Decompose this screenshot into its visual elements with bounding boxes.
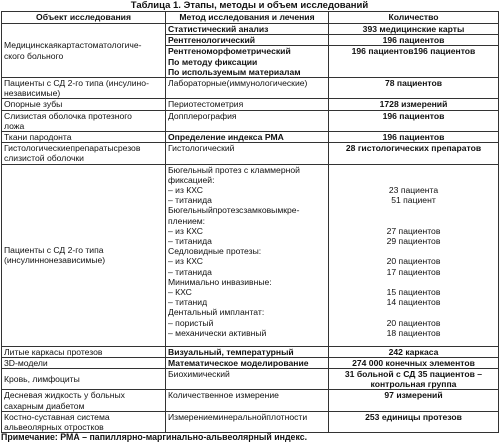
object-text: альвеолярных отростков (4, 422, 104, 433)
object-text: Литые каркасы протезов (4, 346, 103, 357)
object-text: (инсулиннонезависимые) (4, 255, 106, 266)
table-row (2, 110, 499, 131)
quantity-cell (329, 78, 499, 99)
table-row (2, 390, 499, 411)
method-text: Бюгельныйпротезсзамковымкре- (168, 205, 300, 216)
method-text: – из КХС (168, 225, 203, 236)
method-text: Визуальный, температурный (168, 346, 294, 357)
method-text: фиксацией: (168, 174, 215, 185)
quantity-cell (329, 46, 499, 78)
object-cell (2, 78, 166, 99)
method-cell (166, 78, 329, 99)
method-text: – КХС (168, 287, 192, 298)
research-table (1, 11, 499, 433)
quantity-cell (329, 390, 499, 411)
table-note: Примечание: РМА – папиллярно-маргинально-альвеолярный индекс. (1, 432, 308, 442)
method-text: Измерениеминеральнойплотности (168, 411, 308, 422)
quantity-text: 28 гистологических препаратов (345, 143, 482, 154)
method-text: – титанид (168, 297, 208, 308)
object-text: 3D-модели (4, 357, 48, 368)
object-cell (2, 390, 166, 411)
method-cell (166, 390, 329, 411)
object-text: независимые) (4, 88, 61, 99)
quantity-text: 23 пациента (388, 185, 439, 196)
quantity-cell (329, 143, 499, 164)
header-quantity: Количество (329, 12, 499, 24)
quantity-cell (329, 99, 499, 110)
method-text: – из КХС (168, 185, 203, 196)
method-text: Гистологический (168, 143, 235, 154)
object-text: Слизистая оболочка протезного (4, 110, 132, 121)
object-text: ского больного (4, 50, 64, 61)
method-cell (166, 24, 329, 35)
table-row (2, 99, 499, 110)
quantity-text (331, 246, 496, 256)
quantity-text: 97 измерений (384, 390, 443, 401)
method-text: – титанида (168, 236, 212, 247)
object-text: Ткани пародонта (4, 132, 72, 143)
method-cell (166, 132, 329, 143)
header-row (2, 12, 499, 24)
quantity-cell (329, 411, 499, 432)
method-text: По методу фиксации (168, 56, 258, 67)
method-text: Рентгенологический (168, 35, 256, 46)
quantity-text: 242 каркаса (388, 346, 439, 357)
table-row (2, 357, 499, 368)
method-text: По используемым материалам (168, 66, 301, 77)
table-row (2, 24, 499, 35)
quantity-text (331, 277, 496, 287)
object-cell (2, 110, 166, 131)
object-text: слизистой оболочки (4, 153, 84, 164)
object-text: Пациенты с СД 2-го типа (4, 244, 104, 255)
table-row (2, 78, 499, 99)
object-cell (2, 24, 166, 78)
method-cell (166, 357, 329, 368)
object-cell (2, 346, 166, 357)
quantity-text: 20 пациентов (386, 317, 441, 328)
table-row (2, 369, 499, 390)
object-cell (2, 411, 166, 432)
method-text: Периотестометрия (168, 99, 244, 110)
quantity-text: 31 больной с СД 35 пациентов – (344, 369, 483, 380)
quantity-text (331, 307, 496, 317)
quantity-text: 20 пациентов (386, 256, 441, 267)
object-text: ложа (4, 120, 25, 131)
header-method: Метод исследования и лечения (166, 12, 329, 24)
table-row (2, 346, 499, 357)
object-text: Костно-суставная система (4, 411, 110, 422)
quantity-text: 17 пациентов (386, 266, 441, 277)
method-text: плением: (168, 215, 206, 226)
quantity-cell (329, 35, 499, 46)
quantity-text: 78 пациентов (384, 78, 443, 89)
method-cell (166, 369, 329, 390)
quantity-text: 196 пациентов196 пациентов (351, 46, 476, 57)
object-cell (2, 357, 166, 368)
method-text: Статистический анализ (168, 24, 269, 34)
quantity-text: 14 пациентов (386, 297, 441, 308)
method-text: Бюгельный протез с кламмерной (168, 164, 300, 175)
quantity-cell (329, 369, 499, 390)
quantity-text (331, 205, 496, 215)
method-text: Лабораторные(иммунологические) (168, 78, 308, 89)
object-text: сахарным диабетом (4, 400, 85, 411)
object-text: Десневая жидкость у больных (4, 390, 125, 401)
quantity-text: 196 пациентов (382, 110, 445, 121)
object-text: Кровь, лимфоциты (4, 374, 80, 385)
quantity-text: контрольная группа (370, 379, 457, 390)
object-text: Опорные зубы (4, 99, 63, 110)
object-cell (2, 132, 166, 143)
method-text: – из КХС (168, 256, 203, 267)
table-body (2, 24, 499, 433)
method-text: Дентальный имплантат: (168, 307, 265, 318)
quantity-text: 15 пациентов (386, 287, 441, 298)
table-row (2, 411, 499, 432)
method-text: Биохимический (168, 369, 230, 380)
quantity-text: 29 пациентов (386, 236, 441, 247)
object-cell (2, 164, 166, 346)
object-text: Медицинскаякартастоматологиче- (4, 40, 142, 51)
method-text: Математическое моделирование (168, 357, 309, 368)
method-text: Седловидные протезы: (168, 246, 262, 257)
quantity-text: 18 пациентов (386, 327, 441, 338)
quantity-text (331, 216, 496, 226)
method-cell (166, 164, 329, 346)
method-text: – титанида (168, 266, 212, 277)
quantity-text: 274 000 конечных элементов (352, 357, 475, 368)
quantity-text: 393 медицинские карты (362, 24, 465, 34)
table-row (2, 164, 499, 346)
method-cell (166, 411, 329, 432)
quantity-cell (329, 357, 499, 368)
table-row (2, 132, 499, 143)
quantity-text: 196 пациентов (382, 35, 445, 46)
quantity-text: 253 единицы протезов (365, 411, 462, 422)
method-cell (166, 143, 329, 164)
quantity-text: 27 пациентов (386, 225, 441, 236)
method-text: – пористый (168, 317, 214, 328)
method-text: Минимально инвазивные: (168, 276, 272, 287)
quantity-text (331, 165, 496, 175)
method-text: – титанида (168, 195, 212, 206)
table-title: Таблица 1. Этапы, методы и объем исследований (130, 0, 369, 11)
object-text: Гистологическиепрепаратысрезов (4, 143, 141, 154)
quantity-text: 51 пациент (391, 195, 436, 206)
quantity-cell (329, 24, 499, 35)
quantity-text: 1728 измерений (379, 99, 448, 110)
method-text: Рентгеноморфометрический (168, 46, 291, 57)
header-object: Объект исследования (2, 12, 166, 24)
quantity-cell (329, 110, 499, 131)
method-text: Допплерография (168, 110, 237, 121)
method-text: Определение индекса РМА (168, 132, 284, 143)
table-row (2, 143, 499, 164)
method-cell (166, 46, 329, 78)
method-text: Количественное измерение (168, 390, 279, 401)
method-cell (166, 35, 329, 46)
object-cell (2, 143, 166, 164)
method-cell (166, 99, 329, 110)
quantity-text: 196 пациентов (382, 132, 445, 143)
method-text: – механически активный (168, 327, 267, 338)
method-cell (166, 346, 329, 357)
quantity-cell (329, 164, 499, 346)
object-cell (2, 99, 166, 110)
object-text: Пациенты с СД 2-го типа (инсулино- (4, 78, 149, 89)
quantity-text (331, 175, 496, 185)
object-cell (2, 369, 166, 390)
quantity-cell (329, 132, 499, 143)
method-cell (166, 110, 329, 131)
quantity-cell (329, 346, 499, 357)
